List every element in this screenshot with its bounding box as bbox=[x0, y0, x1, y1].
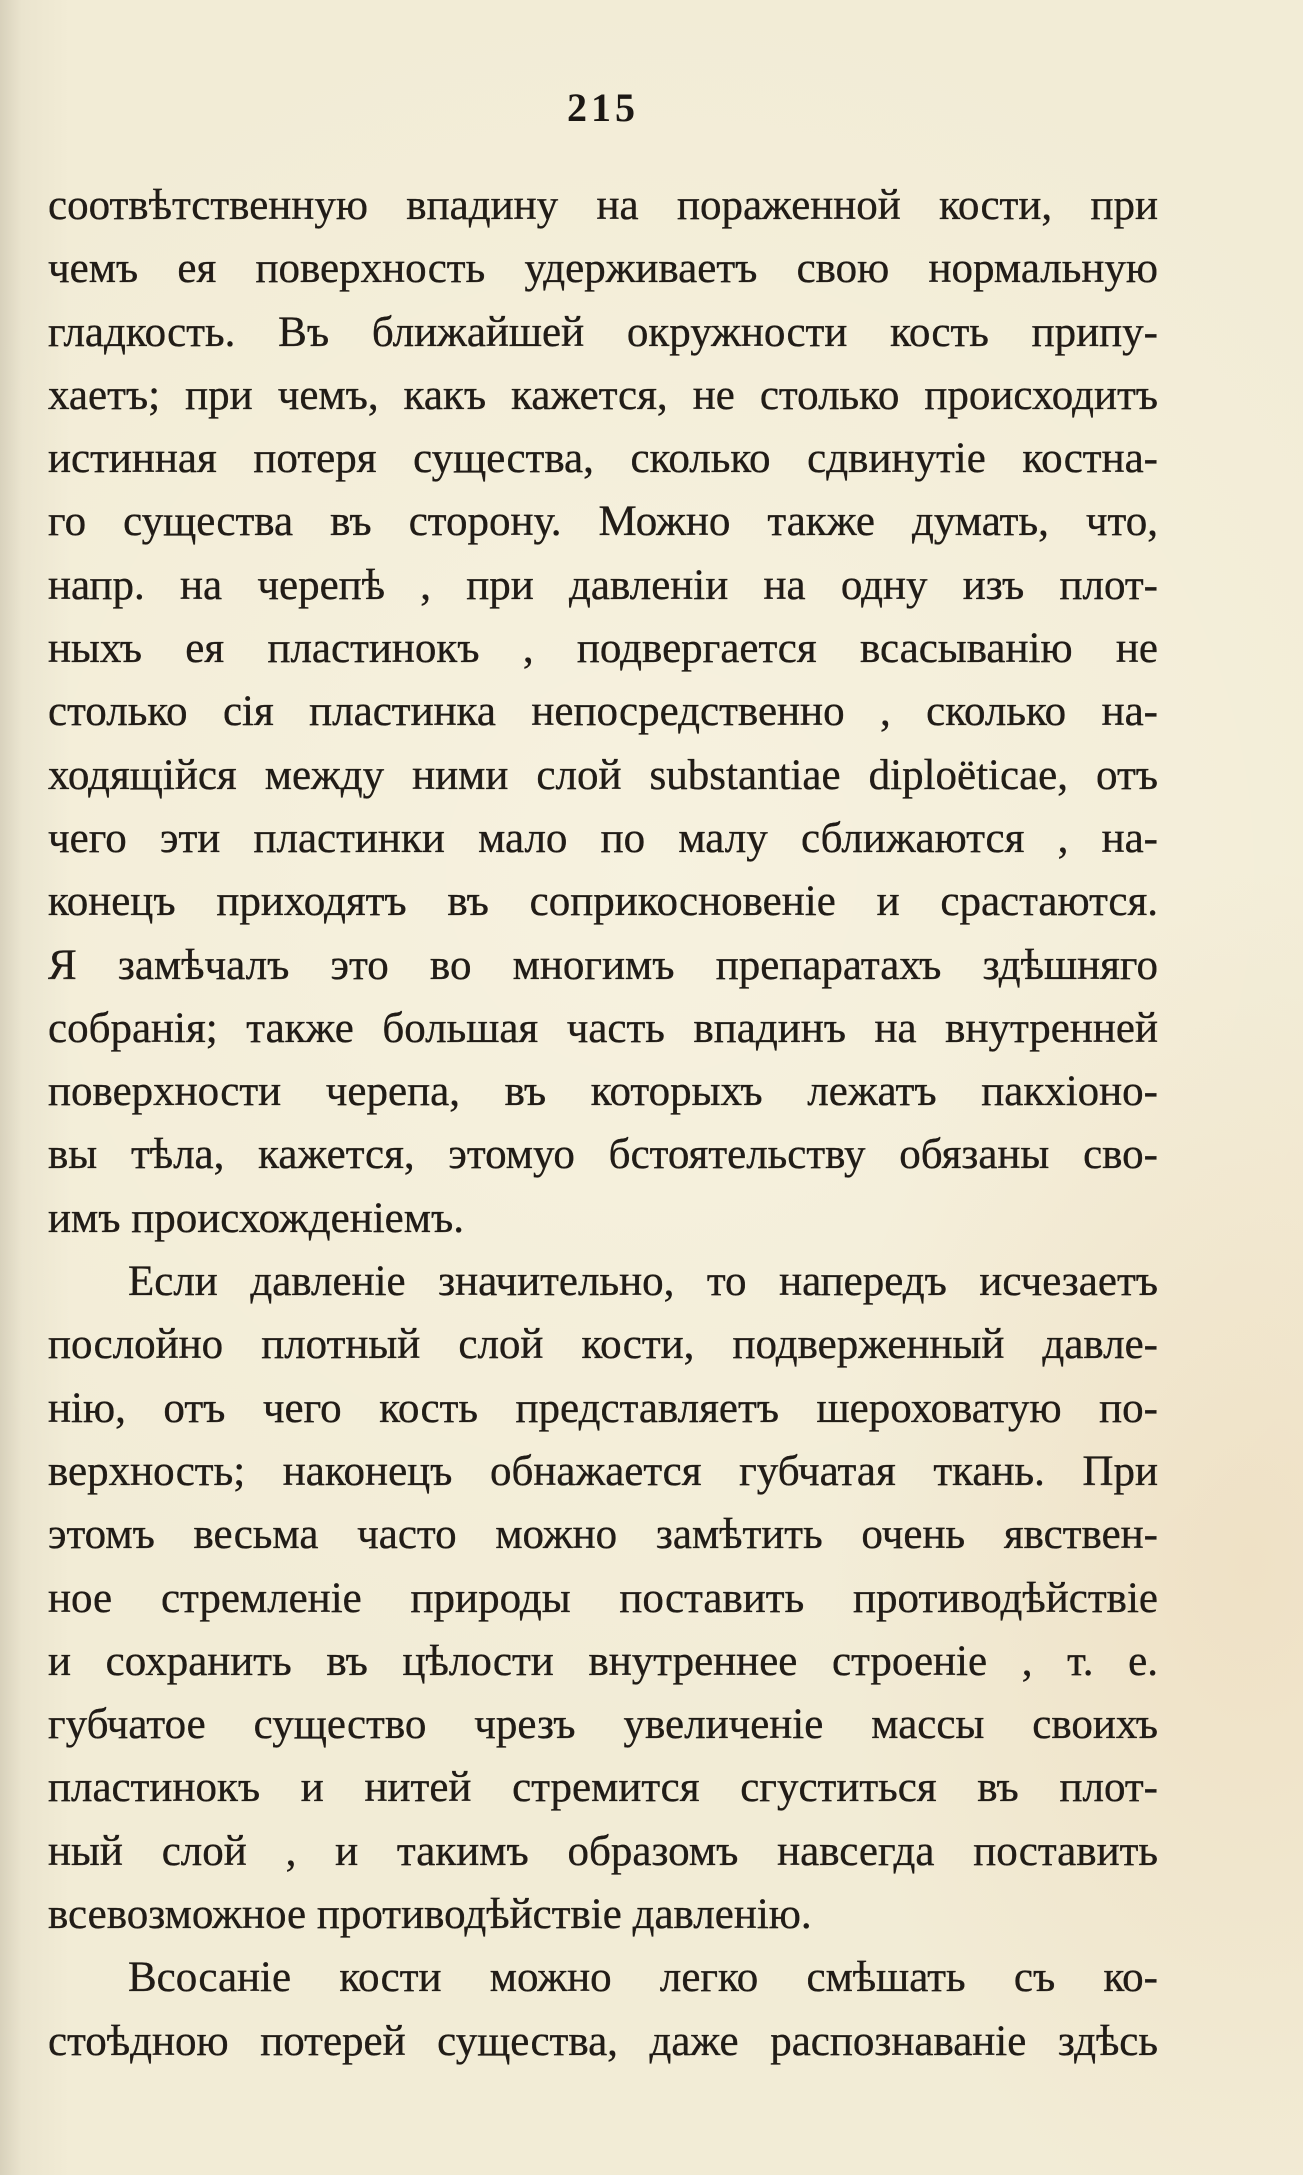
text-line: имъ происхожденіемъ. bbox=[48, 1194, 464, 1242]
text-line: го существа въ сторону. Можно также думать, что, bbox=[48, 498, 1158, 546]
text-line: ходящійся между ними слой substantiae diploëticae, отъ bbox=[48, 751, 1158, 799]
text-line: гладкость. Въ ближайшей окружности кость припу- bbox=[48, 308, 1158, 356]
text-line: верхность; наконецъ обнажается губчатая ткань. При bbox=[48, 1447, 1158, 1495]
text-line: поверхности черепа, въ которыхъ лежатъ пакхіоно- bbox=[48, 1068, 1158, 1116]
text-line: ныхъ ея пластинокъ , подвергается всасыванію не bbox=[48, 625, 1158, 673]
text-line: губчатое существо чрезъ увеличеніе массы своихъ bbox=[48, 1701, 1158, 1749]
text-line: собранія; также большая часть впадинъ на внутренней bbox=[48, 1004, 1158, 1052]
text-line: напр. на черепѣ , при давленіи на одну изъ плот- bbox=[48, 561, 1158, 609]
text-line: Если давленіе значительно, то напередъ исчезаетъ bbox=[128, 1258, 1158, 1306]
text-body bbox=[48, 174, 1158, 2073]
text-line: этомъ весьма часто можно замѣтить очень явствен- bbox=[48, 1511, 1158, 1559]
text-line: всевозможное противодѣйствіе давленію. bbox=[48, 1891, 812, 1939]
text-line: конецъ приходятъ въ соприкосновеніе и срастаются. bbox=[48, 878, 1158, 926]
text-line: послойно плотный слой кости, подверженный давле- bbox=[48, 1321, 1158, 1369]
text-line: истинная потеря существа, сколько сдвинутіе костна- bbox=[48, 435, 1158, 483]
text-line: нію, отъ чего кость представляетъ шероховатую по- bbox=[48, 1384, 1158, 1432]
text-line: чемъ ея поверхность удерживаетъ свою нормальную bbox=[48, 245, 1158, 293]
text-line: Всосаніе кости можно легко смѣшать съ ко- bbox=[128, 1954, 1158, 2002]
text-line: стоѣдною потерей существа, даже распознаваніе здѣсь bbox=[48, 2017, 1158, 2065]
text-line: чего эти пластинки мало по малу сближаются , на- bbox=[48, 814, 1158, 862]
text-line: вы тѣла, кажется, этомуо бстоятельству обязаны сво- bbox=[48, 1131, 1158, 1179]
text-line: столько сія пластинка непосредственно , сколько на- bbox=[48, 688, 1158, 736]
text-line: и сохранить въ цѣлости внутреннее строеніе , т. е. bbox=[48, 1637, 1158, 1685]
text-line: пластинокъ и нитей стремится сгуститься въ плот- bbox=[48, 1764, 1158, 1812]
paragraph bbox=[48, 1946, 1158, 2073]
text-line: ный слой , и такимъ образомъ навсегда поставить bbox=[48, 1827, 1158, 1875]
page-number: 215 bbox=[567, 85, 639, 130]
paragraph bbox=[48, 174, 1158, 1250]
text-line: ное стремленіе природы поставить противодѣйствіе bbox=[48, 1574, 1158, 1622]
paragraph bbox=[48, 1250, 1158, 1946]
text-line: Я замѣчалъ это во многимъ препаратахъ здѣшняго bbox=[48, 941, 1158, 989]
text-line: соотвѣтственную впадину на пораженной кости, при bbox=[48, 182, 1158, 229]
text-line: хаетъ; при чемъ, какъ кажется, не столько происходитъ bbox=[48, 371, 1158, 419]
